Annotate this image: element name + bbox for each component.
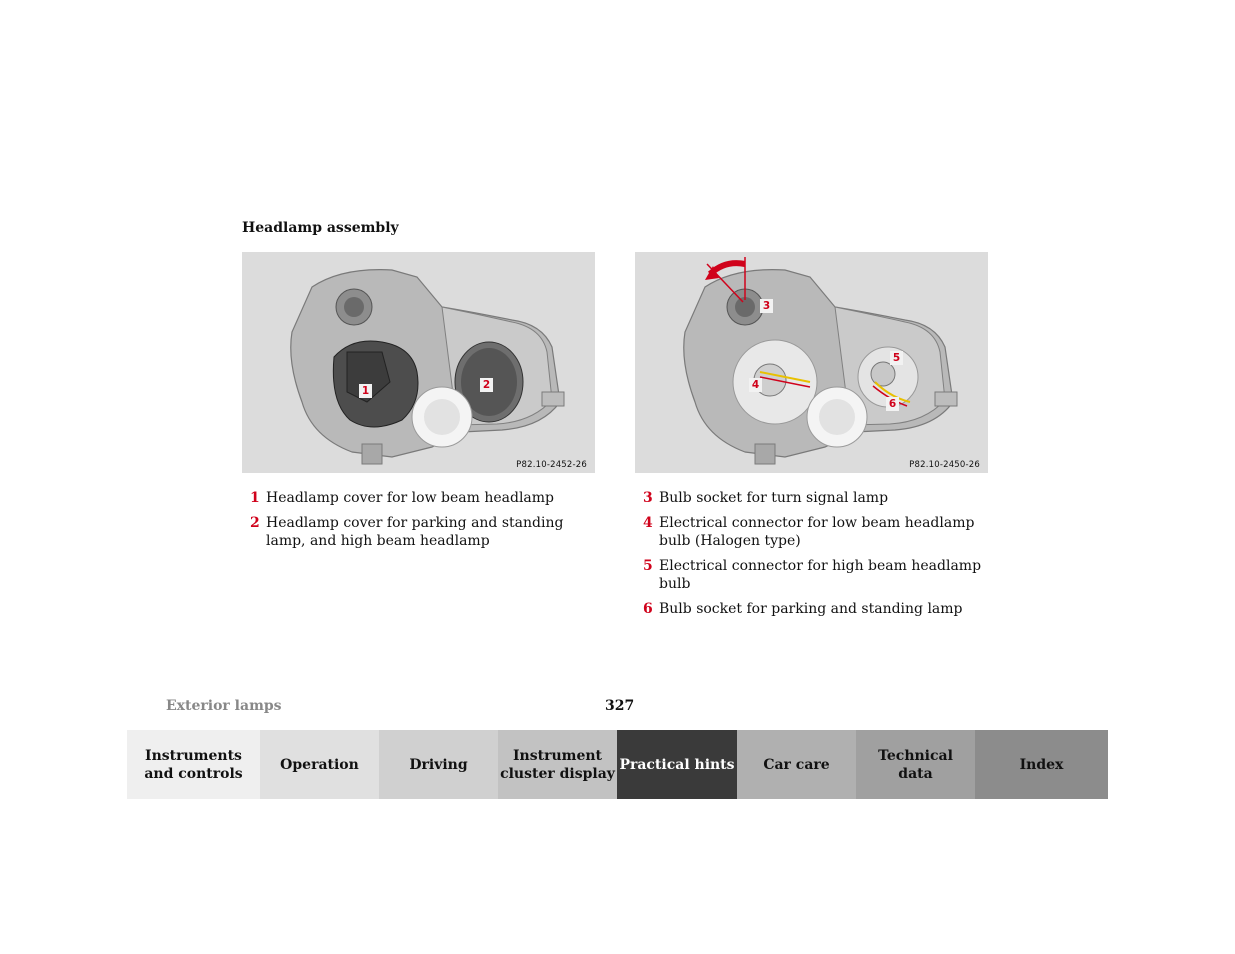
nav-tab-line: Operation [280,756,359,773]
callout-1: 1 [359,384,372,398]
nav-tab-line: data [898,765,933,782]
legend-item [242,489,602,507]
figure-code: P82.10-2450-26 [909,460,980,470]
nav-tab-practical-hints[interactable] [617,730,737,799]
headlamp-illustration [242,252,595,473]
callout-2: 2 [480,378,493,392]
nav-tab-line: and controls [144,765,243,782]
legend-number: 2 [250,515,260,531]
legend-text: Electrical connector for high beam headlamp bulb [659,558,982,592]
nav-tab-instruments-and-controls[interactable] [127,730,260,799]
nav-tab-car-care[interactable] [737,730,856,799]
legend-text: Bulb socket for parking and standing lamp [659,601,963,617]
nav-tab-line: Car care [763,756,830,773]
legend-left [242,489,602,557]
headlamp-illustration [635,252,988,473]
callout-4: 4 [749,378,762,392]
nav-tab-line: Instruments [145,747,242,764]
legend-item [635,557,995,593]
nav-tab-line: cluster display [500,765,615,782]
legend-item [635,489,995,507]
nav-tab-line: Driving [409,756,468,773]
legend-number: 3 [643,490,653,506]
legend-number: 1 [250,490,260,506]
nav-tab-index[interactable] [975,730,1108,799]
section-heading: Headlamp assembly [242,220,399,236]
legend-item [635,600,995,618]
legend-text: Headlamp cover for low beam headlamp [266,490,555,506]
headlamp-figure-connectors [635,252,988,473]
nav-tab-line: Practical hints [619,756,735,773]
legend-item [242,514,602,550]
nav-tab-line: Technical [878,747,953,764]
legend-number: 4 [643,515,653,531]
nav-tab-line: Index [1019,756,1064,773]
legend-text: Bulb socket for turn signal lamp [659,490,889,506]
callout-3: 3 [760,299,773,313]
nav-tab-operation[interactable] [260,730,379,799]
legend-number: 6 [643,601,653,617]
legend-number: 5 [643,558,653,574]
figure-code: P82.10-2452-26 [516,460,587,470]
nav-tab-instrument-cluster-display[interactable] [498,730,617,799]
section-label: Exterior lamps [166,698,282,714]
nav-tab-technical-data[interactable] [856,730,975,799]
chapter-nav [127,730,1108,799]
callout-5: 5 [890,351,903,365]
headlamp-figure-covers [242,252,595,473]
legend-text: Headlamp cover for parking and standing lamp, and high beam headlamp [266,515,564,549]
nav-tab-line: Instrument [513,747,602,764]
nav-tab-driving[interactable] [379,730,498,799]
legend-right [635,489,995,625]
callout-6: 6 [886,397,899,411]
page-number: 327 [605,698,635,714]
legend-item [635,514,995,550]
legend-text: Electrical connector for low beam headlamp bulb (Halogen type) [659,515,975,549]
